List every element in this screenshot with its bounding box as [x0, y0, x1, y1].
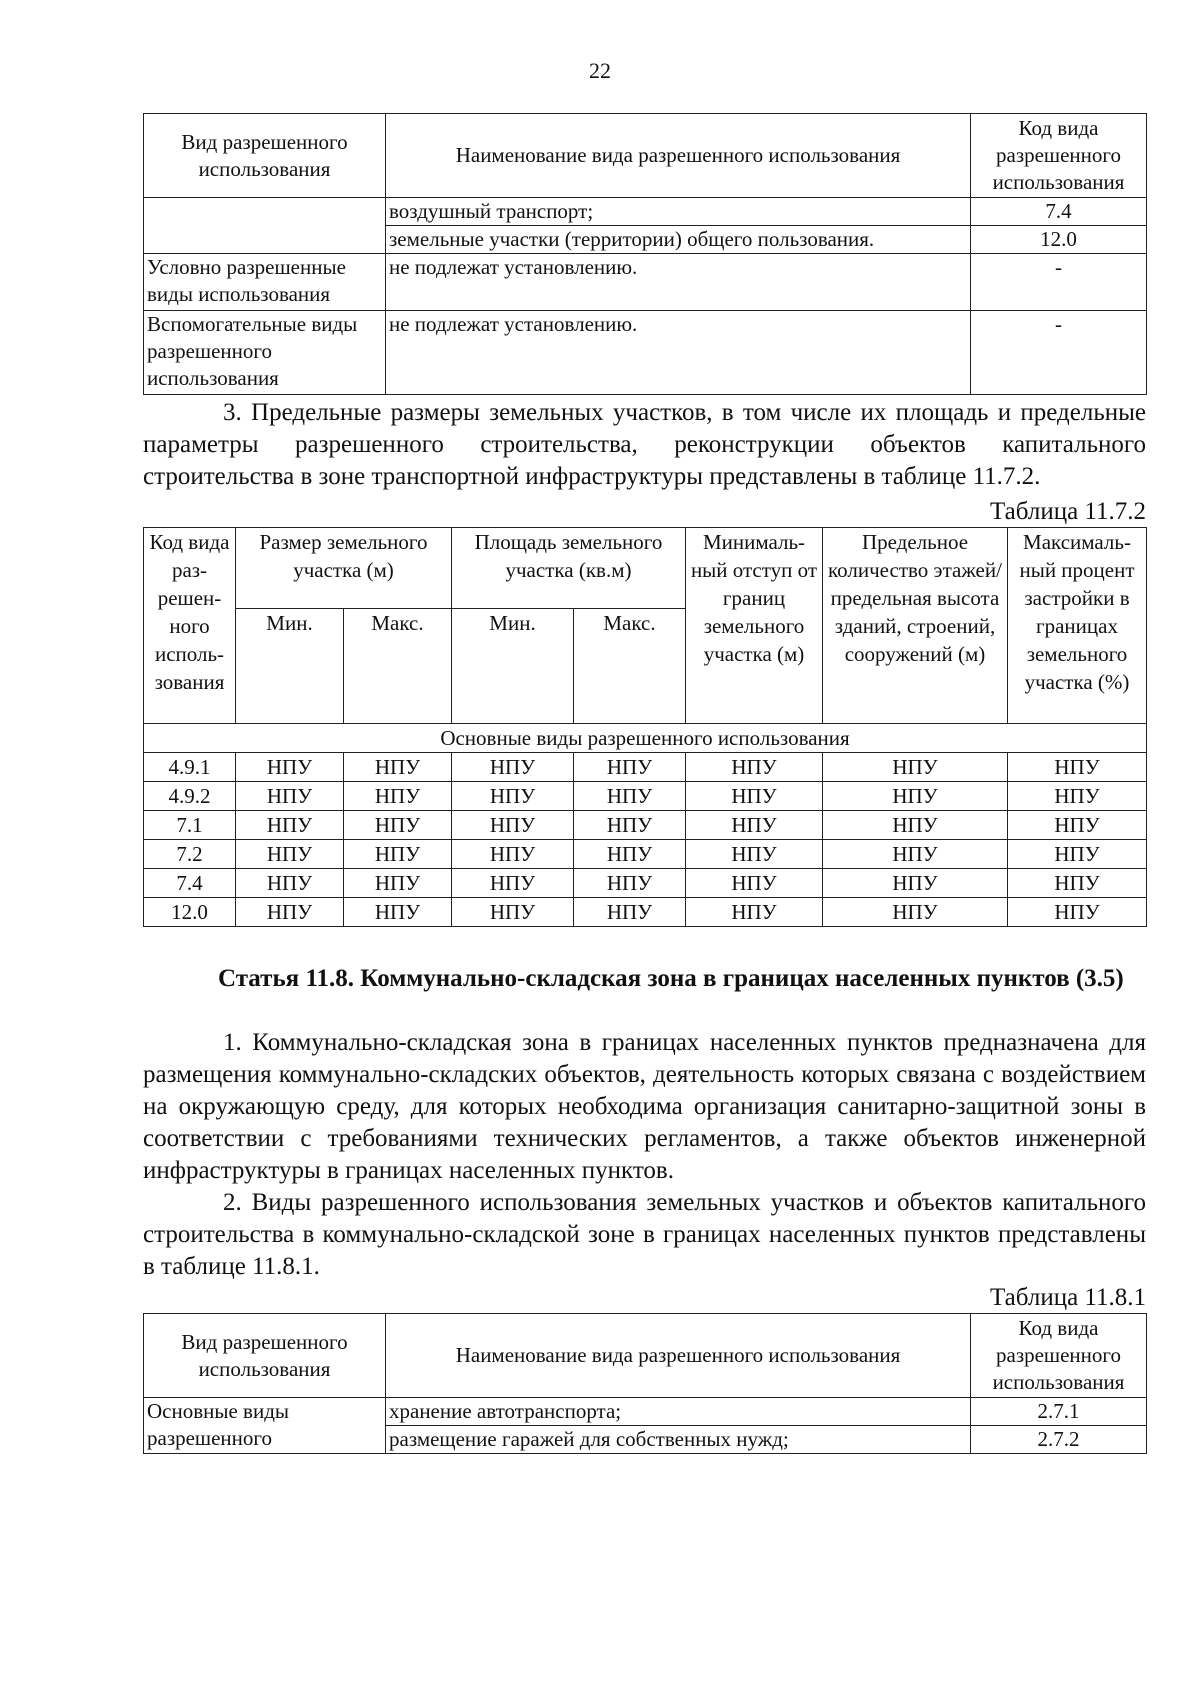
- row-value: НПУ: [344, 869, 452, 898]
- row-code: 7.1: [144, 811, 236, 840]
- table-caption-11-7-2: Таблица 11.7.2: [990, 498, 1146, 525]
- header-use-name: Наименование вида разрешенного использования: [386, 114, 971, 198]
- row-code: 4.9.2: [144, 782, 236, 811]
- table-cell-kind: Основные виды разрешенного: [144, 1398, 386, 1454]
- article-heading: Статья 11.8. Коммунально-складская зона в границах населенных пунктов (3.5): [218, 965, 1124, 992]
- table-cell-name: земельные участки (территории) общего пользования.: [386, 226, 971, 254]
- table-header-row: [144, 528, 1147, 609]
- row-value: НПУ: [1008, 869, 1147, 898]
- row-value: НПУ: [574, 840, 686, 869]
- permitted-use-table-continued: [143, 113, 1147, 395]
- table-cell-code: 2.7.2: [971, 1426, 1147, 1454]
- table-header-row: [144, 1314, 1147, 1398]
- row-value: НПУ: [574, 811, 686, 840]
- header-use-kind: Вид разрешенного использования: [144, 1314, 386, 1398]
- table-cell-code: 12.0: [971, 226, 1147, 254]
- header-use-code: Код вида разрешенного использования: [971, 114, 1147, 198]
- table-cell-empty: [144, 198, 386, 254]
- row-code: 12.0: [144, 898, 236, 927]
- table-header-row: [144, 114, 1147, 198]
- row-value: НПУ: [452, 840, 574, 869]
- row-value: НПУ: [823, 782, 1008, 811]
- row-code: 4.9.1: [144, 753, 236, 782]
- header-use-name: Наименование вида разрешенного использования: [386, 1314, 971, 1398]
- table-row: [144, 898, 1147, 927]
- table-cell-code: 7.4: [971, 198, 1147, 226]
- row-value: НПУ: [1008, 753, 1147, 782]
- row-value: НПУ: [452, 869, 574, 898]
- header-plot-area: Площадь земельного участка (кв.м): [452, 528, 686, 609]
- header-floors: Предельное количество этажей/ предельная высота зданий, строений, сооружений (м): [823, 528, 1008, 724]
- table-row: [144, 869, 1147, 898]
- table-row-conditional: [144, 254, 1147, 311]
- row-value: НПУ: [452, 753, 574, 782]
- table-cell-code: 2.7.1: [971, 1398, 1147, 1426]
- table-row: [144, 198, 1147, 226]
- table-caption-11-8-1: Таблица 11.8.1: [990, 1284, 1146, 1311]
- permitted-use-table-11-8-1: [143, 1313, 1147, 1454]
- table-row: [144, 753, 1147, 782]
- row-value: НПУ: [1008, 811, 1147, 840]
- header-use-kind: Вид разрешенного использования: [144, 114, 386, 198]
- section-label: Основные виды разрешенного использования: [144, 724, 1147, 753]
- header-size-max: Макс.: [344, 609, 452, 724]
- row-value: НПУ: [686, 840, 823, 869]
- header-coverage: Максималь-ный процент застройки в границах земельного участка (%): [1008, 528, 1147, 724]
- header-use-code: Код вида разрешенного использования: [971, 1314, 1147, 1398]
- row-value: НПУ: [236, 782, 344, 811]
- header-setback: Минималь-ный отступ от границ земельного участка (м): [686, 528, 823, 724]
- row-value: НПУ: [686, 811, 823, 840]
- row-value: НПУ: [344, 782, 452, 811]
- row-value: НПУ: [574, 753, 686, 782]
- row-code: 7.4: [144, 869, 236, 898]
- header-area-max: Макс.: [574, 609, 686, 724]
- row-value: НПУ: [1008, 782, 1147, 811]
- parameters-table-11-7-2: [143, 527, 1147, 927]
- row-value: НПУ: [686, 753, 823, 782]
- table-cell-code: -: [971, 311, 1147, 395]
- table-row: [144, 840, 1147, 869]
- table-row: [144, 811, 1147, 840]
- row-value: НПУ: [823, 753, 1008, 782]
- row-value: НПУ: [686, 869, 823, 898]
- row-value: НПУ: [452, 782, 574, 811]
- header-size-min: Мин.: [236, 609, 344, 724]
- table-cell-name: не подлежат установлению.: [386, 254, 971, 311]
- row-value: НПУ: [574, 782, 686, 811]
- row-value: НПУ: [823, 898, 1008, 927]
- row-value: НПУ: [686, 782, 823, 811]
- row-value: НПУ: [236, 869, 344, 898]
- header-plot-size: Размер земельного участка (м): [236, 528, 452, 609]
- row-value: НПУ: [344, 811, 452, 840]
- row-value: НПУ: [236, 898, 344, 927]
- page-content: [143, 113, 1146, 1454]
- row-value: НПУ: [452, 811, 574, 840]
- table-cell-kind: Условно разрешенные виды использования: [144, 254, 386, 311]
- table-row-auxiliary: [144, 311, 1147, 395]
- page-number: 22: [589, 58, 611, 83]
- row-value: НПУ: [236, 811, 344, 840]
- row-value: НПУ: [823, 869, 1008, 898]
- section-row: [144, 724, 1147, 753]
- row-value: НПУ: [574, 898, 686, 927]
- row-value: НПУ: [574, 869, 686, 898]
- row-code: 7.2: [144, 840, 236, 869]
- header-code: Код вида раз-решен-ного исполь-зования: [144, 528, 236, 724]
- paragraph-3: 3. Предельные размеры земельных участков, в том числе их площадь и предельные параметры разрешенного строительства, реконструкции объектов капитального строительства в зоне транспортной инфраструктуры представлены в таблице 11.7.2.: [143, 399, 1146, 490]
- table-cell-name: хранение автотранспорта;: [386, 1398, 971, 1426]
- table-cell-name: не подлежат установлению.: [386, 311, 971, 395]
- row-value: НПУ: [344, 898, 452, 927]
- table-row: [144, 782, 1147, 811]
- row-value: НПУ: [344, 840, 452, 869]
- header-area-min: Мин.: [452, 609, 574, 724]
- row-value: НПУ: [686, 898, 823, 927]
- row-value: НПУ: [1008, 840, 1147, 869]
- paragraph-1: 1. Коммунально-складская зона в границах населенных пунктов предназначена для размещения коммунально-складских объектов, деятельность которых связана с воздействием на окружающую среду, для которых необходима организация санитарно-защитной зоны в соответствии с требованиями технических регламентов, а также объектов инженерной инфраструктуры в границах населенных пунктов.: [143, 1029, 1146, 1184]
- row-value: НПУ: [344, 753, 452, 782]
- table-cell-code: -: [971, 254, 1147, 311]
- paragraph-2: 2. Виды разрешенного использования земельных участков и объектов капитального строительства в коммунально-складской зоне в границах населенных пунктов представлены в таблице 11.8.1.: [143, 1189, 1146, 1280]
- table-cell-kind: Вспомогательные виды разрешенного использования: [144, 311, 386, 395]
- row-value: НПУ: [1008, 898, 1147, 927]
- row-value: НПУ: [823, 811, 1008, 840]
- row-value: НПУ: [823, 840, 1008, 869]
- row-value: НПУ: [236, 753, 344, 782]
- table-cell-name: воздушный транспорт;: [386, 198, 971, 226]
- row-value: НПУ: [236, 840, 344, 869]
- table-cell-name: размещение гаражей для собственных нужд;: [386, 1426, 971, 1454]
- table-row: [144, 1398, 1147, 1426]
- row-value: НПУ: [452, 898, 574, 927]
